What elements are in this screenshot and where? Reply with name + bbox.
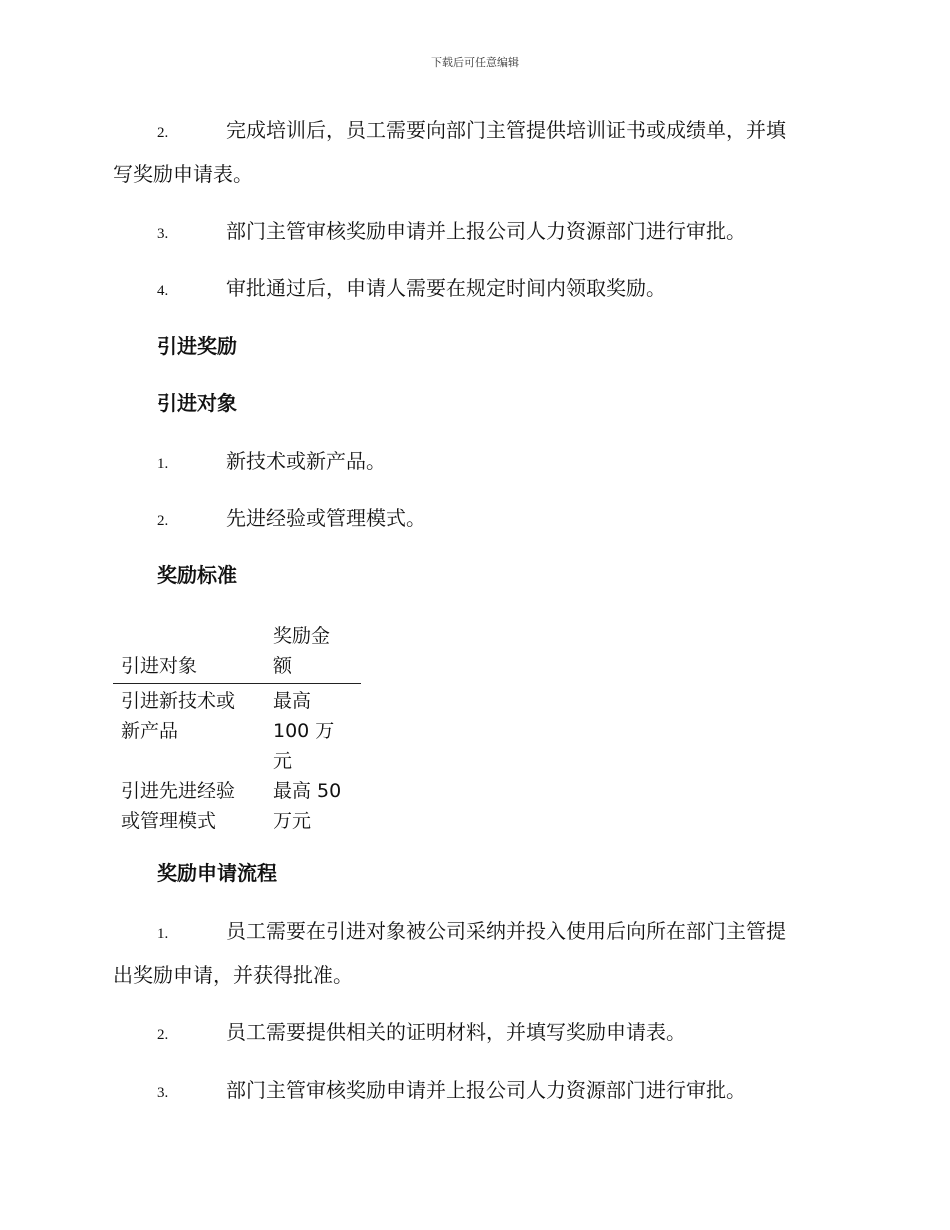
list-text: 部门主管审核奖励申请并上报公司人力资源部门进行审批。 <box>226 219 746 243</box>
list-text: 员工需要在引进对象被公司采纳并投入使用后向所在部门主管提 <box>226 919 786 943</box>
cell-line: 新产品 <box>121 720 179 742</box>
section-heading: 引进奖励 <box>157 334 237 358</box>
cell-line: 引进新技术或 <box>121 690 236 712</box>
section-heading: 奖励申请流程 <box>157 861 277 885</box>
list-number: 2. <box>157 513 169 529</box>
page-header: 下载后可任意编辑 <box>431 56 519 69</box>
list-number: 1. <box>157 456 169 472</box>
list-text: 员工需要提供相关的证明材料，并填写奖励申请表。 <box>226 1020 686 1044</box>
list-number: 4. <box>157 283 169 299</box>
cell-line: 最高 50 <box>273 780 342 802</box>
table-cell <box>273 686 361 776</box>
cell-line: 或管理模式 <box>121 810 217 832</box>
list-number: 1. <box>157 926 169 942</box>
table-row <box>113 686 361 776</box>
list-text-continuation: 出奖励申请，并获得批准。 <box>113 963 353 987</box>
table-header-cell <box>273 621 361 681</box>
list-text: 先进经验或管理模式。 <box>226 506 426 530</box>
list-text: 审批通过后，申请人需要在规定时间内领取奖励。 <box>226 276 666 300</box>
reward-table <box>113 621 361 836</box>
list-number: 2. <box>157 1027 169 1043</box>
list-text: 新技术或新产品。 <box>226 449 386 473</box>
cell-line: 100 万 <box>273 720 335 742</box>
header-line: 额 <box>273 655 293 677</box>
section-heading: 奖励标准 <box>157 563 237 587</box>
list-number: 3. <box>157 1085 169 1101</box>
list-number: 3. <box>157 226 169 242</box>
cell-line: 最高 <box>273 690 312 712</box>
list-text: 部门主管审核奖励申请并上报公司人力资源部门进行审批。 <box>226 1078 746 1102</box>
table-header-cell: 引进对象 <box>121 655 198 677</box>
header-line: 奖励金 <box>273 625 331 647</box>
list-number: 2. <box>157 125 169 141</box>
table-cell <box>113 776 273 836</box>
cell-line: 引进先进经验 <box>121 780 236 802</box>
list-text-continuation: 写奖励申请表。 <box>113 162 253 186</box>
table-header-row <box>113 621 361 684</box>
table-cell <box>113 686 273 776</box>
section-heading: 引进对象 <box>157 391 237 415</box>
cell-line: 万元 <box>273 810 312 832</box>
list-text: 完成培训后，员工需要向部门主管提供培训证书或成绩单，并填 <box>226 118 786 142</box>
cell-line: 元 <box>273 750 293 772</box>
table-cell <box>273 776 361 836</box>
table-row <box>113 776 361 836</box>
